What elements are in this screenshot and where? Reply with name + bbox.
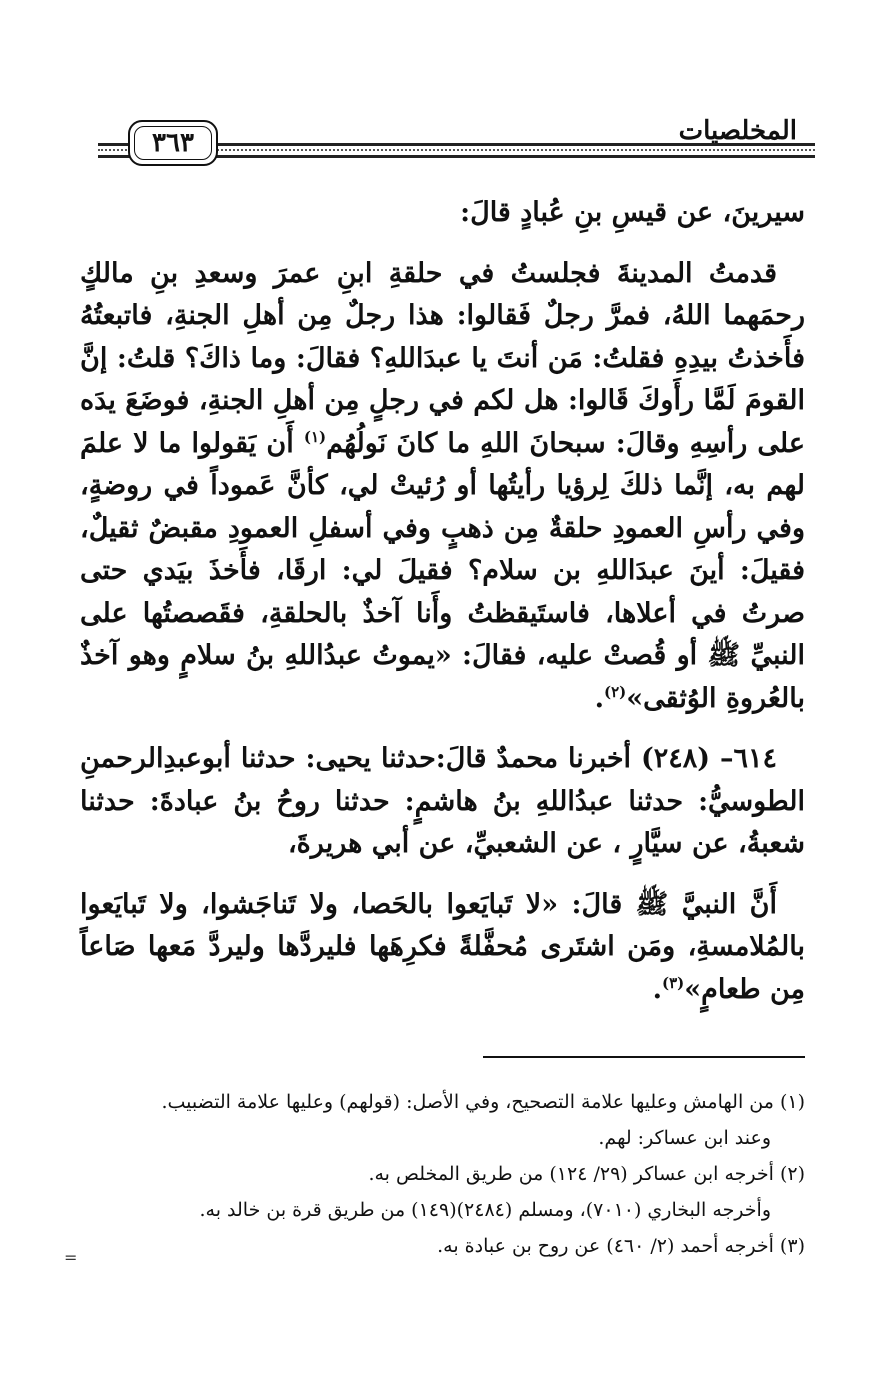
footnote-2: (٢) أخرجه ابن عساكر (٢٩/ ١٢٤) من طريق المخلص به. [368, 1163, 805, 1185]
page-number-box [128, 120, 218, 166]
footnote-1: (١) من الهامش وعليها علامة التصحيح، وفي الأصل: (قولهم) وعليها علامة التضبيب. [161, 1091, 805, 1113]
footnote-divider [483, 1056, 805, 1058]
running-header-title: المخلصيات [678, 116, 797, 146]
paragraph-2-text-a: قدمتُ المدينةَ فجلستُ في حلقةِ ابنِ عمرَ وسعدِ بنِ مالكٍ رحمَهما اللهُ، فمرَّ رجلٌ فَقالوا: هذا رجلٌ مِن أهلِ الجنةِ، فاتبعتُهُ فأَخذتُ بيدِهِ فقلتُ: مَن أنتَ يا عبدَاللهِ؟ فقالَ: وما ذاكَ؟ قلتُ: إنَّ القومَ لَمَّا رأَوكَ قَالوا: هل لكم في رجلٍ مِن أهلِ الجنةِ، فوضَعَ يدَه على رأسِهِ وقالَ: سبحانَ اللهِ ما كانَ نَولُهُم [80, 257, 805, 459]
paragraph-2-text-b: أَن يَقولوا ما لا علمَ لهم به، إنَّما ذلكَ لِرؤيا رأيتُها أو رُئيتْ لي، كأنَّ عَموداً في روضةٍ، وفي رأسِ العمودِ حلقةٌ مِن ذهبٍ وفي أسفلِ العمودِ مقبضٌ ثقيلٌ، فقيلَ: أينَ عبدَاللهِ بن سلام؟ فقيلَ لي: ارقَا، فأَخذَ بيَدي حتى صرتُ في أعلاها، فاستَيقظتُ وأَنا آخذٌ بالحلقةِ، فقَصصتُها على النبيِّ ﷺ أو قُصتْ عليه، فقالَ: «يموتُ عبدُاللهِ بنُ سلامٍ وهو آخذٌ بالعُروةِ الوُثقى» [80, 427, 805, 714]
paragraph-4 [80, 884, 805, 1012]
footnote-2-continued: وأخرجه البخاري (٧٠١٠)، ومسلم (٢٤٨٤)(١٤٩) من طريق قرة بن خالد به. [199, 1199, 771, 1221]
footnote-3: (٣) أخرجه أحمد (٢/ ٤٦٠) عن روح بن عبادة به. [437, 1235, 805, 1257]
footnote-1-continued: وعند ابن عساكر: لهم. [598, 1127, 771, 1149]
footnotes [80, 1084, 805, 1264]
footnote-ref-1: (١) [303, 427, 327, 446]
main-text [80, 192, 805, 1011]
paragraph-3: ٦١٤– (٢٤٨) أخبرنا محمدٌ قالَ:حدثنا يحيى: حدثنا أبوعبدِالرحمنِ الطوسيُّ: حدثنا عبدُاللهِ بنُ هاشمٍ: حدثنا روحُ بنُ عبادةَ: حدثنا شعبةُ، عن سيَّارٍ ، عن الشعبيِّ، عن أبي هريرةَ، [80, 743, 805, 859]
margin-mark: = [64, 1248, 78, 1267]
paragraph-4-text: أَنَّ النبيَّ ﷺ قالَ: «لا تَبايَعوا بالحَصا، ولا تَناجَشوا، ولا تَبايَعوا بالمُلامسةِ، ومَن اشتَرى مُحفَّلةً فكرِهَها فليردَّها وليردَّ مَعها صَاعاً مِن طعامٍ» [80, 888, 805, 1005]
paragraph-2-end: . [594, 682, 604, 714]
paragraph-2 [80, 253, 805, 721]
footnote-ref-2: (٢) [604, 682, 627, 701]
footnote-ref-3: (٣) [661, 973, 685, 992]
paragraph-1: سيرينَ، عن قيسِ بنِ عُبادٍ قالَ: [460, 197, 805, 228]
page-number: ٣٦٣ [152, 128, 194, 158]
paragraph-4-end: . [652, 973, 662, 1005]
